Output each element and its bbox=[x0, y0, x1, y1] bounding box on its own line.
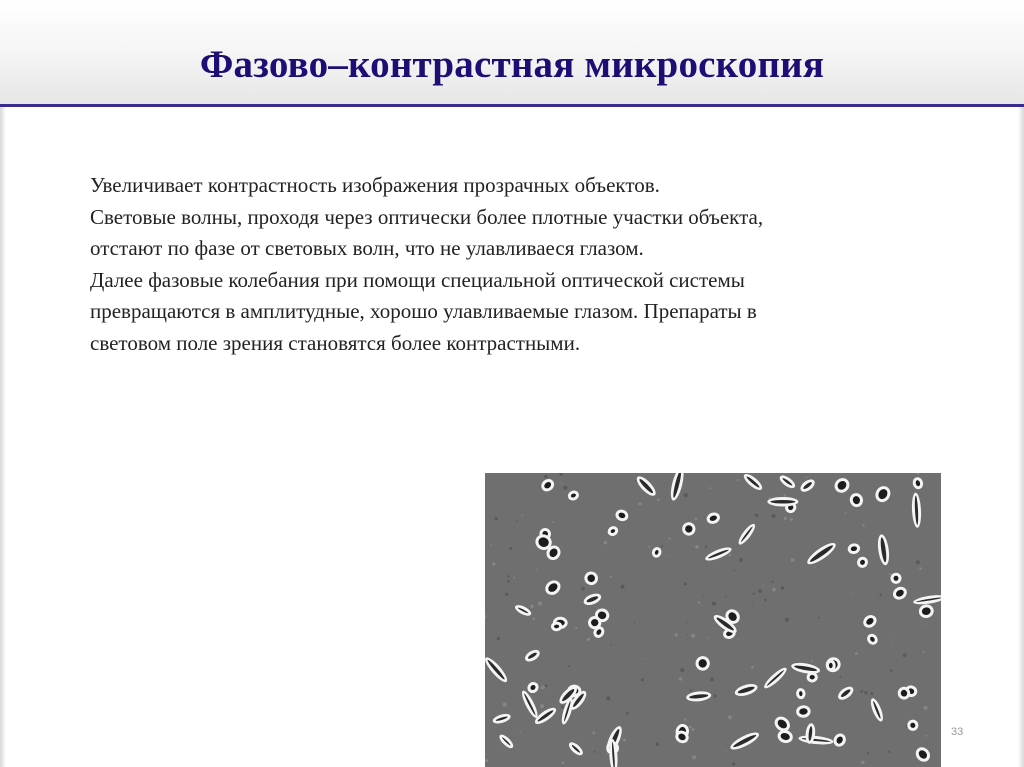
right-edge-shadow bbox=[1018, 107, 1024, 767]
micrograph-speck bbox=[738, 639, 740, 641]
micrograph-speck bbox=[552, 521, 554, 523]
slide-header bbox=[0, 0, 1024, 104]
micrograph-speck bbox=[751, 602, 752, 603]
micrograph-speck bbox=[684, 582, 687, 585]
micrograph-speck bbox=[497, 637, 500, 640]
micrograph-speck bbox=[734, 569, 736, 571]
micrograph-speck bbox=[855, 652, 858, 655]
micrograph-speck bbox=[791, 558, 795, 562]
micrograph-speck bbox=[772, 588, 776, 592]
micrograph-speck bbox=[690, 689, 692, 691]
micrograph-speck bbox=[680, 668, 684, 672]
micrograph-speck bbox=[485, 759, 488, 762]
micrograph-speck bbox=[610, 576, 612, 578]
micrograph-speck bbox=[635, 480, 636, 481]
paragraph-3: Далее фазовые колебания при помощи специальной оптической системы превращаются в амплитудные, хорошо улавливаемые глазом. Препараты в световом поле зрения становятся более контрастными. bbox=[90, 267, 757, 355]
micrograph-speck bbox=[684, 493, 688, 497]
micrograph-speck bbox=[606, 754, 607, 755]
micrograph-speck bbox=[691, 634, 695, 638]
micrograph-speck bbox=[695, 545, 699, 549]
paragraph-1: Увеличивает контрастность изображения прозрачных объектов. bbox=[90, 173, 660, 197]
micrograph-speck bbox=[494, 517, 497, 520]
micrograph-speck bbox=[879, 594, 881, 596]
micrograph-speck bbox=[751, 666, 754, 669]
micrograph-speck bbox=[710, 678, 714, 682]
micrograph-speck bbox=[714, 695, 717, 698]
micrograph-speck bbox=[575, 627, 577, 629]
micrograph-speck bbox=[594, 751, 596, 753]
micrograph-speck bbox=[771, 514, 775, 518]
micrograph-speck bbox=[708, 637, 710, 639]
micrograph-speck bbox=[623, 738, 626, 741]
micrograph-speck bbox=[661, 545, 663, 547]
micrograph-speck bbox=[540, 704, 544, 708]
micrograph-speck bbox=[568, 665, 570, 667]
title-divider bbox=[0, 104, 1024, 107]
micrograph-speck bbox=[737, 479, 739, 481]
micrograph-speck bbox=[790, 518, 793, 521]
micrograph-speck bbox=[641, 678, 644, 681]
micrograph-speck bbox=[536, 569, 538, 571]
micrograph-speck bbox=[916, 560, 920, 564]
micrograph-speck bbox=[642, 658, 643, 659]
micrograph-speck bbox=[668, 537, 670, 539]
micrograph-speck bbox=[811, 660, 813, 662]
micrograph-speck bbox=[507, 580, 510, 583]
micrograph-speck bbox=[818, 617, 820, 619]
micrograph-speck bbox=[692, 728, 695, 731]
micrograph-speck bbox=[712, 602, 716, 606]
micrograph-speck bbox=[784, 517, 787, 520]
micrograph-speck bbox=[689, 726, 692, 729]
micrograph-speck bbox=[657, 498, 660, 501]
micrograph-speck bbox=[728, 715, 732, 719]
micrograph-image bbox=[485, 473, 941, 767]
micrograph-speck bbox=[725, 750, 726, 751]
micrograph-speck bbox=[771, 581, 773, 583]
micrograph-speck bbox=[541, 685, 545, 689]
micrograph-speck bbox=[755, 514, 758, 517]
micrograph-speck bbox=[545, 684, 548, 687]
micrograph-speck bbox=[679, 677, 683, 681]
micrograph-speck bbox=[503, 702, 507, 706]
micrograph-speck bbox=[516, 520, 518, 522]
micrograph-speck bbox=[923, 706, 927, 710]
micrograph-speck bbox=[867, 752, 869, 754]
micrograph-speck bbox=[645, 575, 646, 576]
micrograph-speck bbox=[522, 515, 524, 517]
micrograph-speck bbox=[815, 567, 816, 568]
micrograph-speck bbox=[492, 563, 495, 566]
micrograph-speck bbox=[581, 587, 584, 590]
micrograph-speck bbox=[510, 547, 513, 550]
micrograph-speck bbox=[845, 512, 847, 514]
micrograph-speck bbox=[840, 676, 842, 678]
micrograph-speck bbox=[705, 546, 707, 548]
micrograph-speck bbox=[888, 751, 890, 753]
micrograph-speck bbox=[520, 731, 521, 732]
micrograph-speck bbox=[698, 601, 700, 603]
micrograph-speck bbox=[638, 502, 641, 505]
micrograph-speck bbox=[926, 735, 928, 737]
micrograph-speck bbox=[587, 638, 590, 641]
micrograph-speck bbox=[890, 669, 892, 671]
micrograph-speck bbox=[621, 585, 625, 589]
page-number: 33 bbox=[951, 726, 964, 738]
phase-contrast-micrograph bbox=[485, 473, 941, 767]
micrograph-speck bbox=[505, 593, 508, 596]
micrograph-speck bbox=[783, 494, 786, 497]
micrograph-speck bbox=[922, 651, 924, 653]
micrograph-speck bbox=[656, 742, 660, 746]
micrograph-speck bbox=[687, 634, 688, 635]
micrograph-speck bbox=[544, 475, 548, 479]
micrograph-speck bbox=[753, 593, 755, 595]
micrograph-speck bbox=[919, 567, 922, 570]
left-edge-shadow bbox=[0, 107, 6, 767]
micrograph-speck bbox=[785, 618, 789, 622]
micrograph-speck bbox=[634, 622, 635, 623]
micrograph-speck bbox=[850, 594, 851, 595]
micrograph-speck bbox=[490, 544, 492, 546]
micrograph-speck bbox=[626, 712, 629, 715]
paragraph-2: Световые волны, проходя через оптически более плотные участки объекта, отстают по фазе от световых волн, что не улавливаеся глазом. bbox=[90, 204, 764, 260]
micrograph-speck bbox=[563, 486, 567, 490]
micrograph-speck bbox=[781, 586, 785, 590]
micrograph-speck bbox=[702, 594, 703, 595]
micrograph-speck bbox=[864, 691, 867, 694]
micrograph-speck bbox=[666, 556, 667, 557]
micrograph-speck bbox=[538, 602, 542, 606]
slide-body bbox=[90, 170, 770, 359]
micrograph-speck bbox=[763, 585, 764, 586]
micrograph-speck bbox=[533, 618, 536, 621]
micrograph-speck bbox=[695, 518, 698, 521]
micrograph-speck bbox=[739, 558, 743, 562]
micrograph-speck bbox=[725, 596, 727, 598]
micrograph-speck bbox=[764, 599, 767, 602]
micrograph-speck bbox=[569, 562, 570, 563]
micrograph-speck bbox=[610, 644, 612, 646]
micrograph-speck bbox=[507, 575, 509, 577]
micrograph-speck bbox=[606, 696, 610, 700]
micrograph-speck bbox=[862, 524, 864, 526]
micrograph-speck bbox=[561, 483, 562, 484]
micrograph-speck bbox=[684, 718, 687, 721]
micrograph-speck bbox=[675, 633, 678, 636]
micrograph-speck bbox=[758, 589, 762, 593]
micrograph-speck bbox=[889, 573, 891, 575]
micrograph-speck bbox=[592, 732, 595, 735]
micrograph-speck bbox=[561, 706, 564, 709]
micrograph-speck bbox=[513, 577, 515, 579]
micrograph-speck bbox=[870, 692, 873, 695]
micrograph-speck bbox=[860, 690, 863, 693]
micrograph-speck bbox=[861, 761, 865, 765]
micrograph-speck bbox=[709, 487, 711, 489]
micrograph-speck bbox=[561, 762, 564, 765]
micrograph-speck bbox=[692, 755, 696, 759]
micrograph-rod bbox=[767, 497, 798, 507]
slide-title: Фазово–контрастная микроскопия bbox=[199, 43, 825, 86]
micrograph-speck bbox=[604, 541, 608, 545]
micrograph-speck bbox=[648, 546, 650, 548]
micrograph-speck bbox=[922, 624, 923, 625]
micrograph-speck bbox=[806, 477, 808, 479]
micrograph-speck bbox=[729, 554, 731, 556]
micrograph-speck bbox=[530, 605, 534, 609]
micrograph-speck bbox=[732, 762, 735, 765]
micrograph-speck bbox=[686, 621, 687, 622]
micrograph-speck bbox=[892, 639, 893, 640]
micrograph-speck bbox=[903, 653, 907, 657]
